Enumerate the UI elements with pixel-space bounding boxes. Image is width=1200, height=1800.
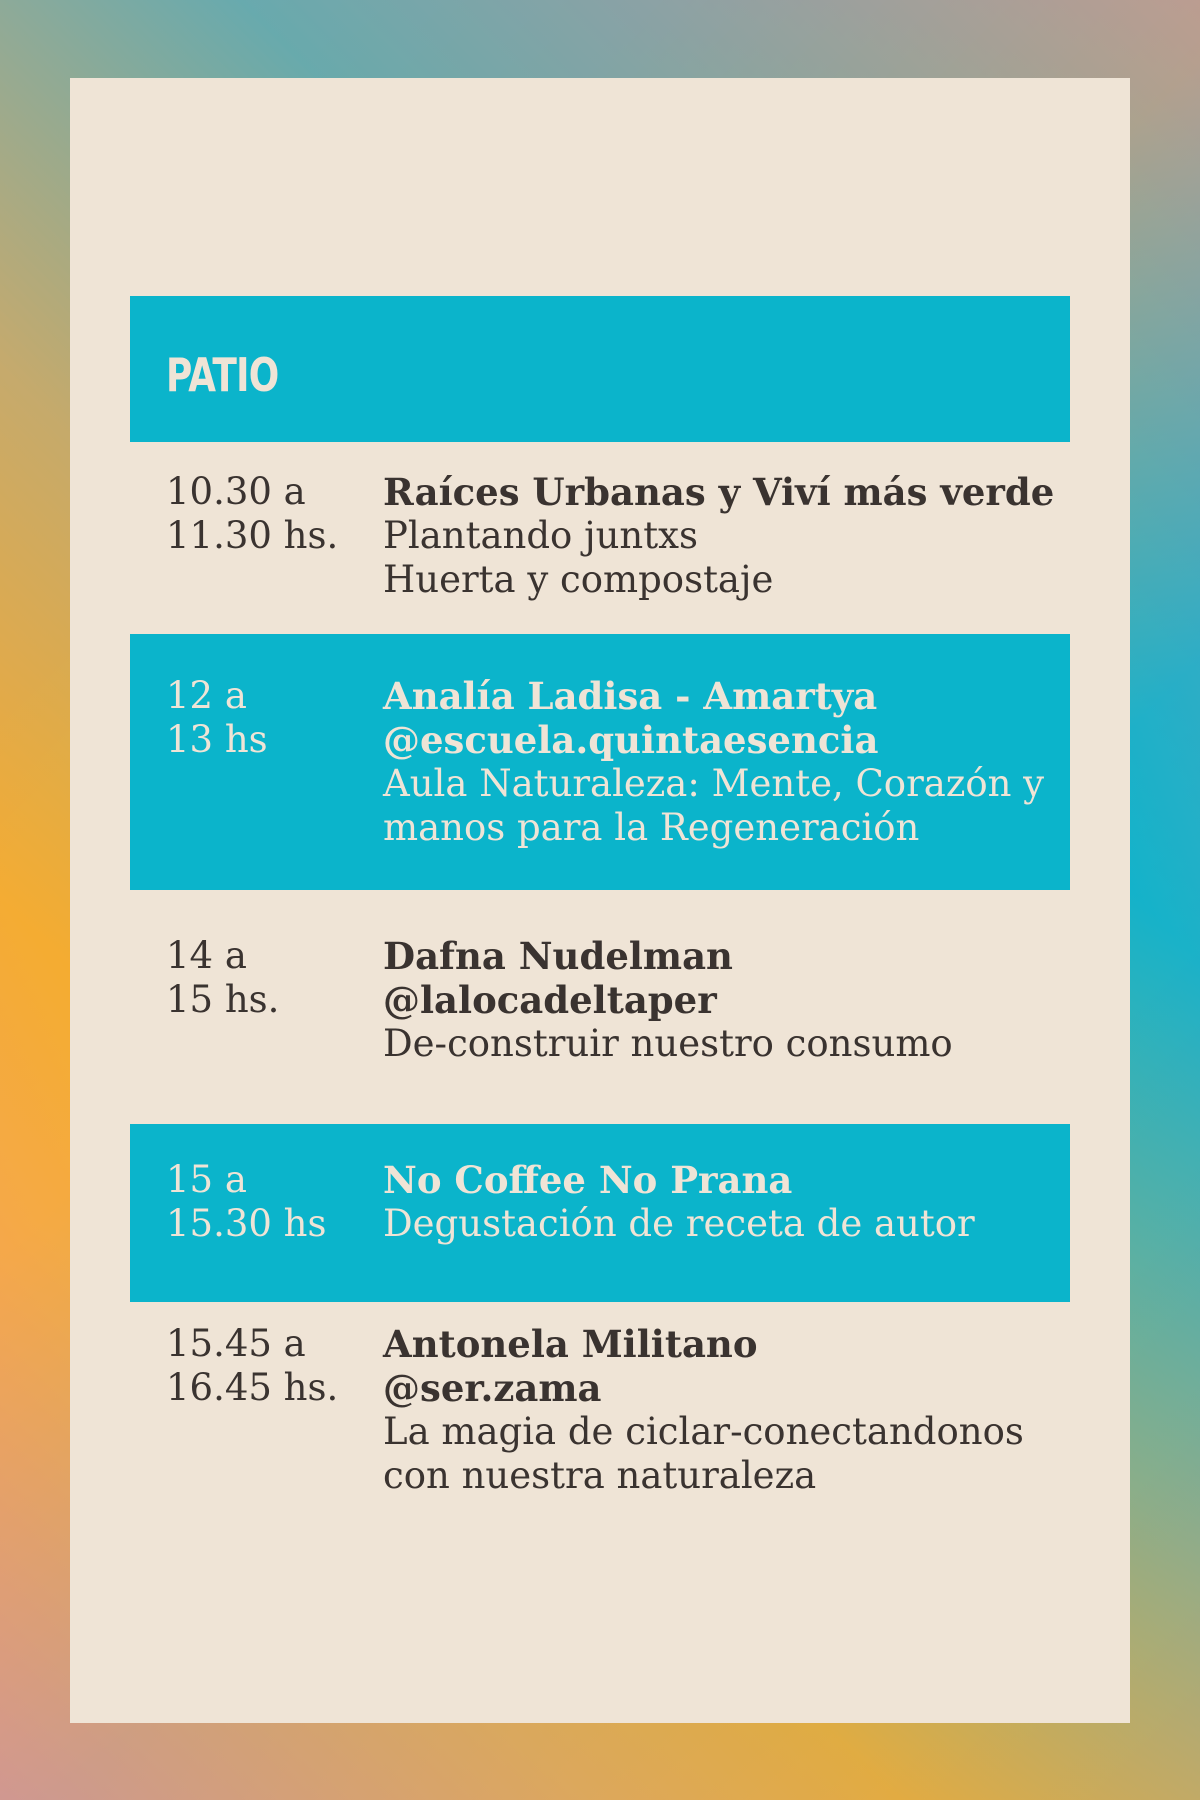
time-start: 14 a — [166, 934, 247, 977]
event-row — [130, 890, 1070, 1124]
section-header — [130, 296, 1070, 442]
section-title: PATIO — [166, 348, 279, 402]
event-info — [383, 470, 1063, 602]
event-handle: @lalocadeltaper — [383, 978, 717, 1022]
event-time — [166, 470, 366, 558]
time-end: 13 hs — [166, 718, 268, 761]
event-title: No Coffee No Prana — [383, 1158, 793, 1202]
event-title: Antonela Militano — [383, 1322, 758, 1366]
time-end: 15.30 hs — [166, 1202, 327, 1245]
event-time — [166, 934, 366, 1022]
event-description: con nuestra naturaleza — [383, 1454, 817, 1497]
event-row — [130, 1302, 1070, 1502]
event-time — [166, 1322, 366, 1410]
event-description: La magia de ciclar-conectandonos — [383, 1410, 1024, 1453]
event-title: Analía Ladisa - Amartya — [383, 674, 878, 718]
event-row — [130, 634, 1070, 890]
schedule-card — [70, 78, 1130, 1723]
time-start: 15.45 a — [166, 1322, 306, 1365]
event-description: Huerta y compostaje — [383, 558, 774, 601]
event-info — [383, 934, 1063, 1066]
event-time — [166, 1158, 366, 1246]
event-description: Plantando juntxs — [383, 514, 698, 557]
event-row — [130, 456, 1070, 606]
event-description: De-construir nuestro consumo — [383, 1022, 953, 1065]
event-description: Aula Naturaleza: Mente, Corazón y — [383, 762, 1045, 805]
event-description: manos para la Regeneración — [383, 806, 920, 849]
time-start: 10.30 a — [166, 470, 306, 513]
time-end: 11.30 hs. — [166, 514, 339, 557]
event-handle: @escuela.quintaesencia — [383, 718, 879, 762]
event-title: Raíces Urbanas y Viví más verde — [383, 470, 1055, 514]
time-end: 16.45 hs. — [166, 1366, 339, 1409]
event-title: Dafna Nudelman — [383, 934, 733, 978]
event-info — [383, 674, 1063, 850]
time-end: 15 hs. — [166, 978, 280, 1021]
event-handle: @ser.zama — [383, 1366, 602, 1410]
event-info — [383, 1158, 1063, 1246]
event-row — [130, 1124, 1070, 1302]
time-start: 15 a — [166, 1158, 247, 1201]
event-description: Degustación de receta de autor — [383, 1202, 975, 1245]
time-start: 12 a — [166, 674, 247, 717]
event-time — [166, 674, 366, 762]
event-info — [383, 1322, 1063, 1498]
